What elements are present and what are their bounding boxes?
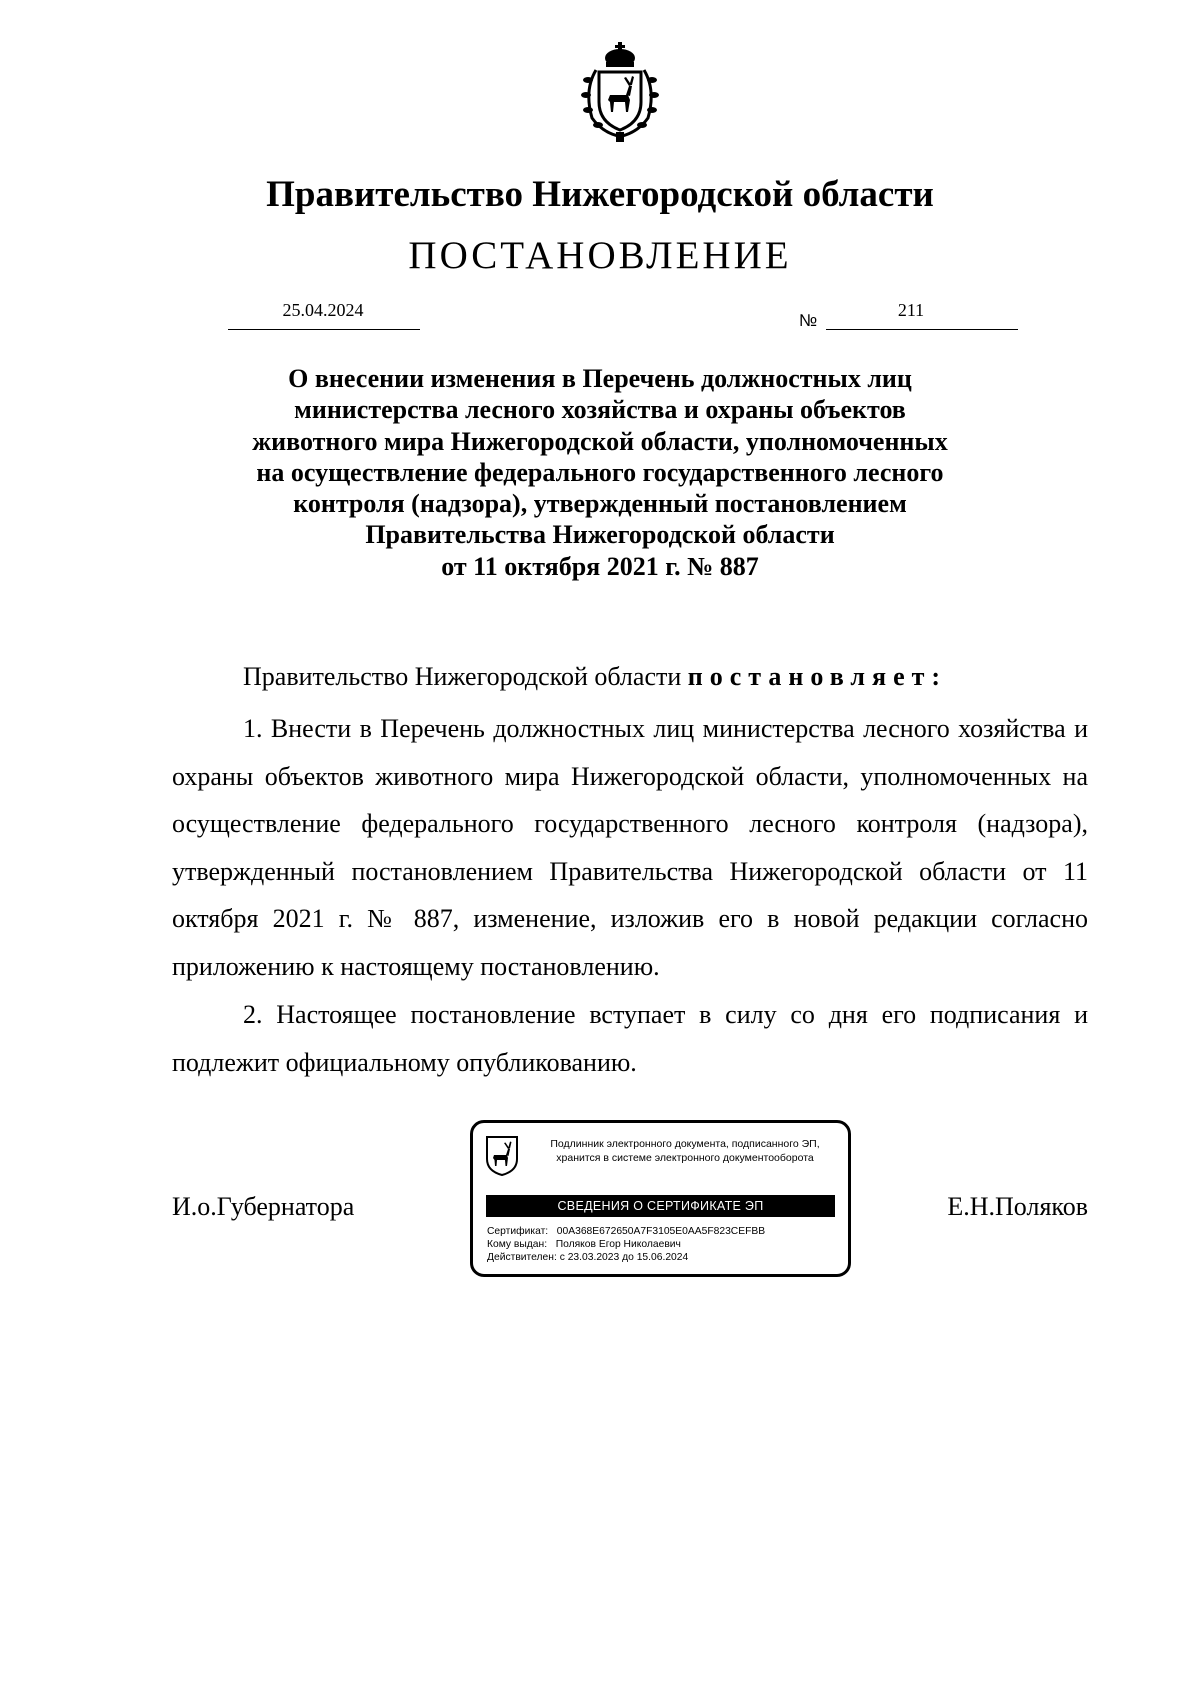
decree-subject [180, 363, 1020, 582]
decree-number: 211 [897, 300, 925, 320]
number-sign: № [799, 311, 818, 330]
paragraph-2: 2. Настоящее постановление вступает в силу со дня его подписания и подлежит официальному опубликованию. [172, 1000, 1088, 1077]
subject-line: животного мира Нижегородской области, уполномоченных [252, 426, 948, 456]
subject-line: О внесении изменения в Перечень должностных лиц [288, 364, 912, 393]
owner-value: Поляков Егор Николаевич [555, 1239, 681, 1250]
validity-value: с 23.03.2023 до 15.06.2024 [559, 1252, 689, 1263]
intro-paragraph [172, 653, 1088, 701]
certificate-row [487, 1225, 837, 1238]
stamp-details [487, 1225, 837, 1264]
subject-line: от 11 октября 2021 г. № 887 [441, 551, 759, 581]
deer-shield-icon [485, 1135, 519, 1177]
number-underline [826, 329, 1018, 330]
paragraph-1: 1. Внести в Перечень должностных лиц министерства лесного хозяйства и охраны объектов животного мира Нижегородской области, уполномоченных на осуществление федерального государственного лесного контроля (надзора), утвержденный постановлением Правительства Нижегородской области от 11 октября 2021 г. № 887, изменение, изложив его в новой редакции согласно приложению к настоящему постановлению. [172, 714, 1088, 981]
subject-line: Правительства Нижегородской области [365, 520, 835, 550]
intro-text: Правительство Нижегородской области [243, 662, 682, 691]
signatory-position: И.о.Губернатора [172, 1192, 355, 1221]
document-type: ПОСТАНОВЛЕНИЕ [408, 234, 792, 277]
certificate-label: Сертификат: [487, 1226, 549, 1237]
government-title: Правительство Нижегородской области [266, 174, 934, 215]
validity-label: Действителен: [487, 1252, 557, 1263]
date-underline [228, 329, 420, 330]
stamp-header-line: хранится в системе электронного документооборота [556, 1152, 814, 1164]
subject-line: на осуществление федерального государственного лесного [256, 457, 944, 487]
stamp-title-bar: СВЕДЕНИЯ О СЕРТИФИКАТЕ ЭП [486, 1195, 835, 1217]
subject-line: контроля (надзора), утвержденный постановлением [293, 489, 907, 519]
owner-row [487, 1238, 837, 1251]
signatory-name: Е.Н.Поляков [947, 1192, 1088, 1221]
validity-row [487, 1251, 837, 1264]
certificate-value: 00A368E672650A7F3105E0AA5F823CEFBB [556, 1226, 766, 1237]
decree-date: 25.04.2024 [282, 300, 364, 320]
stamp-header [525, 1137, 845, 1165]
stamp-header-line: Подлинник электронного документа, подписанного ЭП, [550, 1138, 820, 1150]
owner-label: Кому выдан: [487, 1239, 548, 1250]
coat-of-arms-icon [566, 40, 674, 144]
e-signature-stamp [470, 1120, 851, 1277]
intro-action: постановляет: [687, 662, 948, 691]
subject-line: министерства лесного хозяйства и охраны объектов [294, 395, 906, 425]
